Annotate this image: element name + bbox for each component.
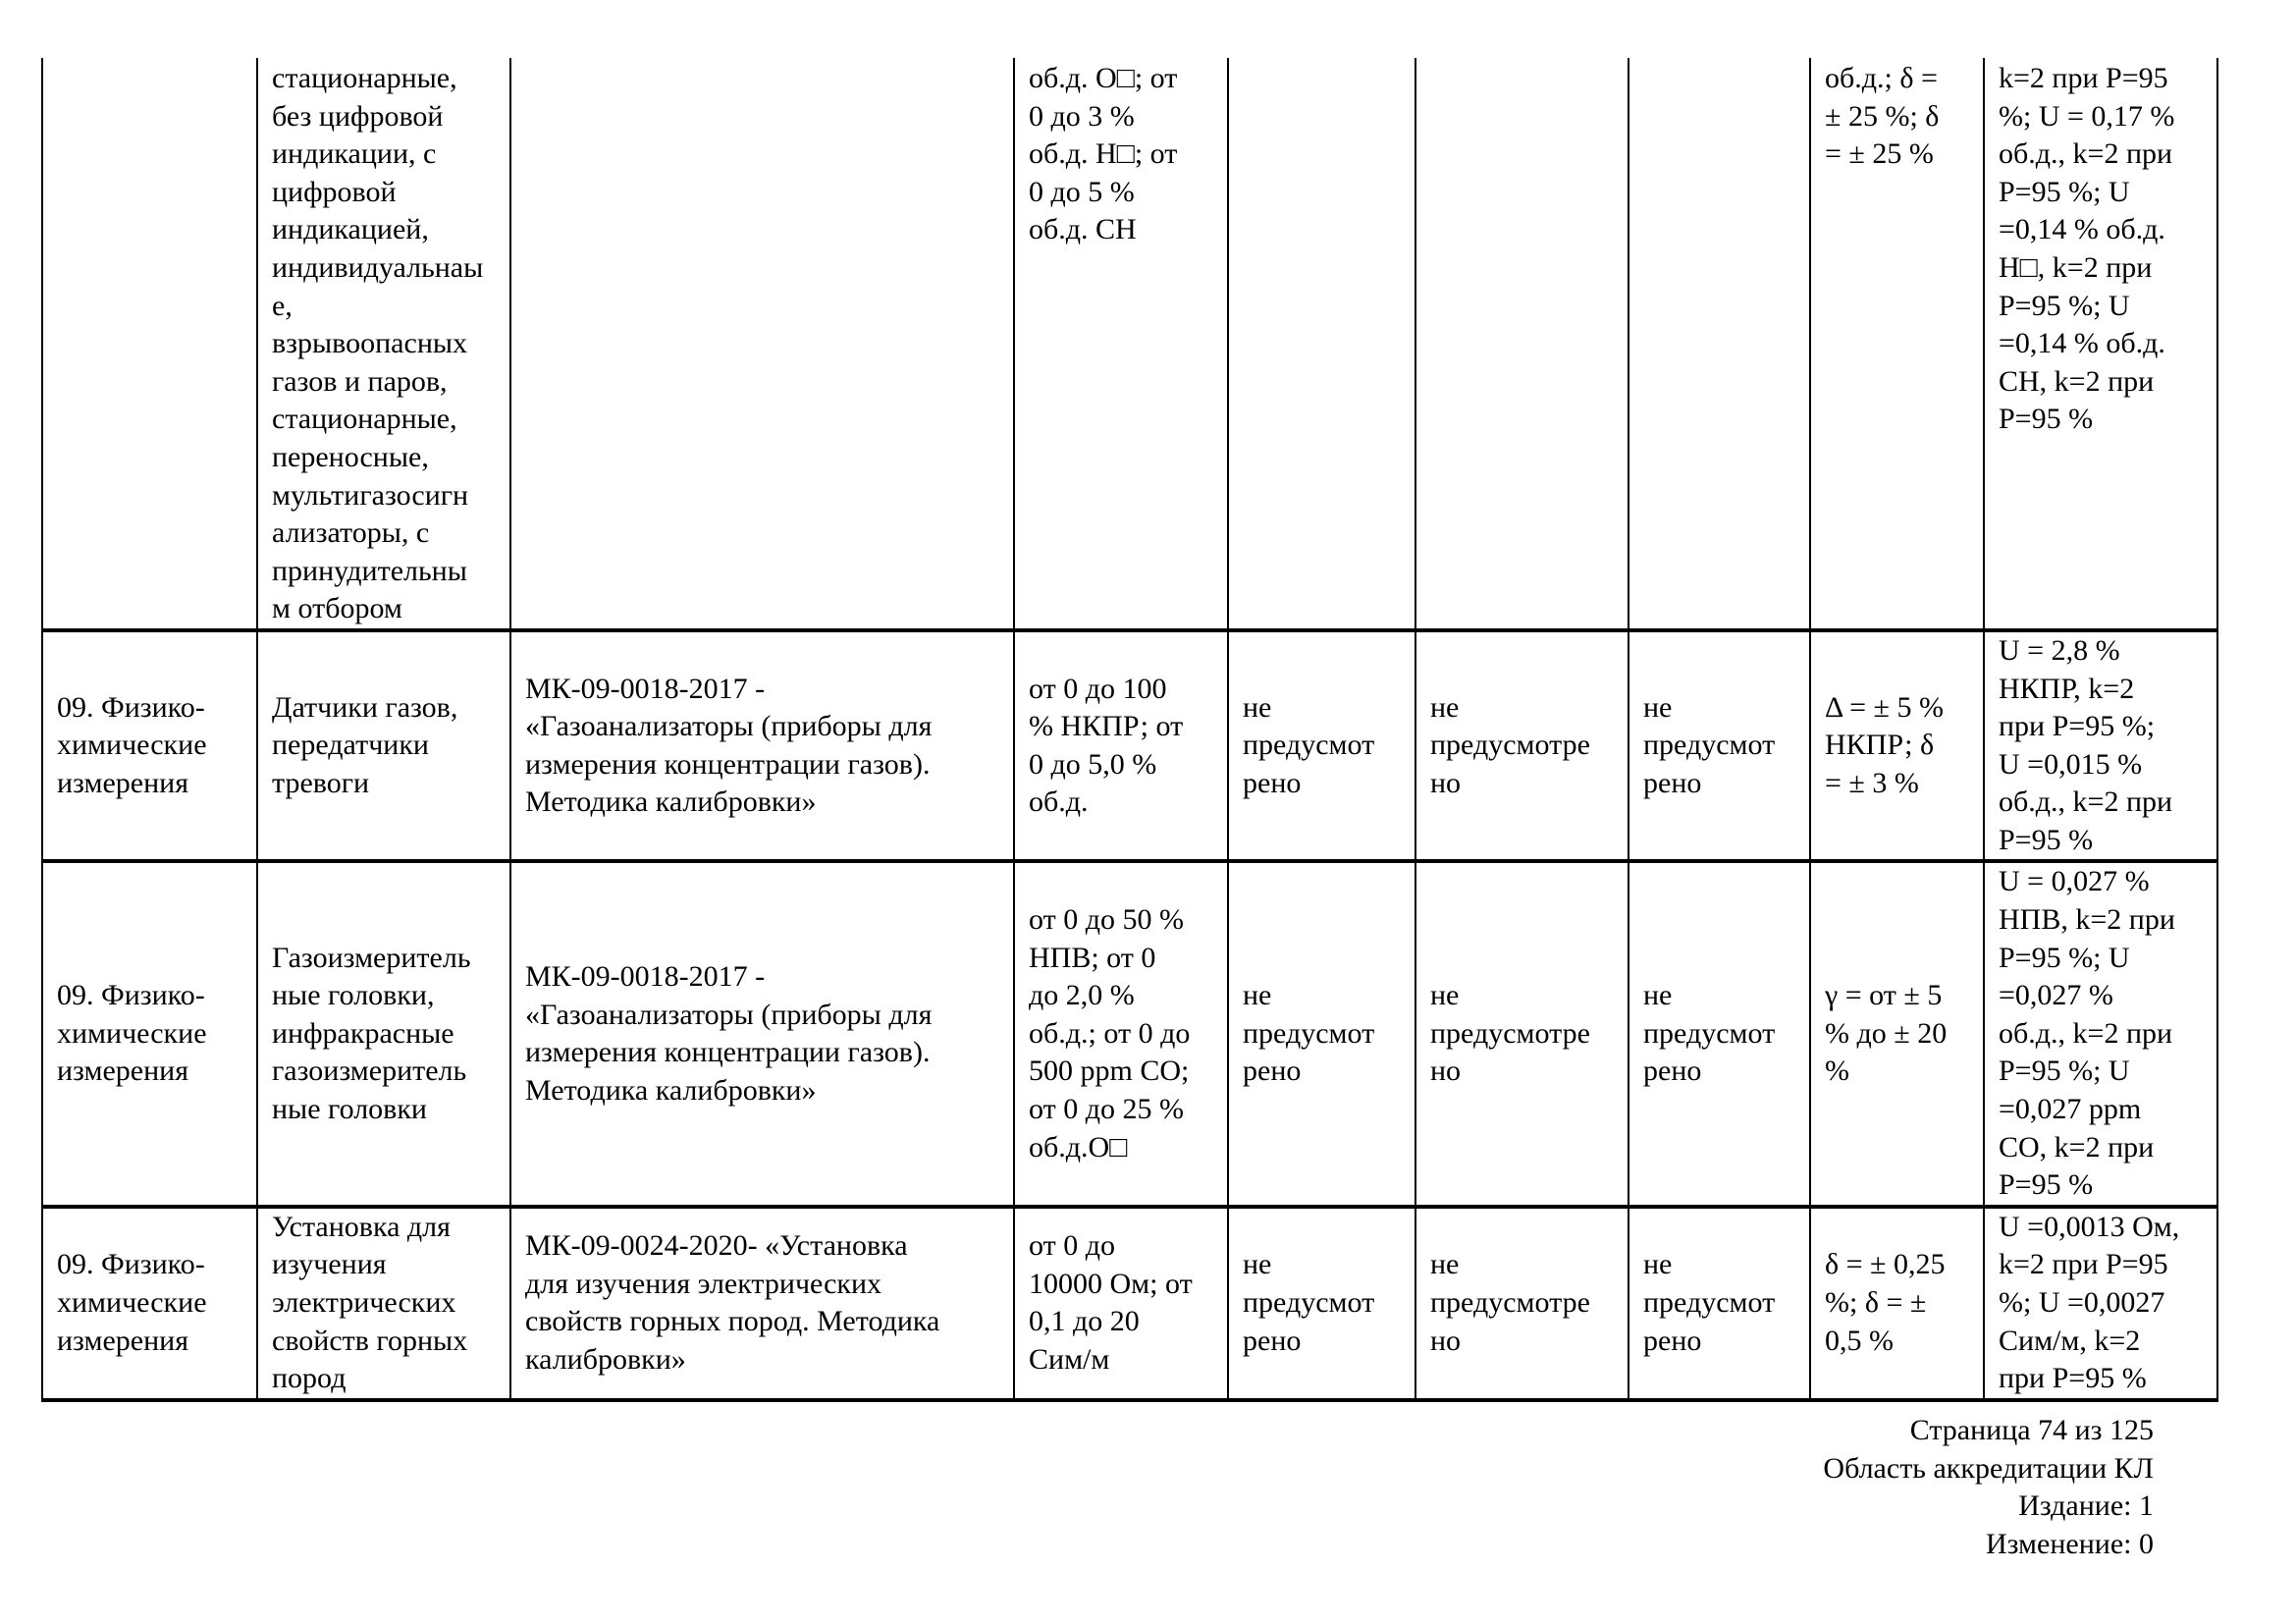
cell-method: МК-09-0018-2017 - «Газоанализаторы (приборы для измерения концентрации газов). Методика калибровки» xyxy=(510,630,1014,862)
cell-col5: не предусмот рено xyxy=(1228,861,1415,1206)
revision-label: Изменение: 0 xyxy=(1985,1527,2154,1560)
cell-range: от 0 до 10000 Ом; от 0,1 до 20 Сим/м xyxy=(1014,1207,1228,1400)
cell-method: МК-09-0018-2017 - «Газоанализаторы (приборы для измерения концентрации газов). Методика калибровки» xyxy=(510,861,1014,1206)
page-number: Страница 74 из 125 xyxy=(1909,1414,2154,1446)
cell-uncertainty: U =0,0013 Ом, k=2 при P=95 %; U =0,0027 Сим/м, k=2 при P=95 % xyxy=(1984,1207,2217,1400)
cell-accuracy: δ = ± 0,25 %; δ = ± 0,5 % xyxy=(1810,1207,1984,1400)
cell-accuracy: об.д.; δ = ± 25 %; δ = ± 25 % xyxy=(1810,58,1984,630)
cell-instrument: Установка для изучения электрических свойств горных пород xyxy=(257,1207,510,1400)
cell-col7: не предусмот рено xyxy=(1629,861,1810,1206)
cell-col6 xyxy=(1415,58,1629,630)
page-footer xyxy=(1823,1412,2154,1563)
table-row xyxy=(42,630,2217,862)
cell-col6: не предусмотре но xyxy=(1415,861,1629,1206)
cell-col6: не предусмотре но xyxy=(1415,630,1629,862)
cell-col5: не предусмот рено xyxy=(1228,630,1415,862)
table-row xyxy=(42,861,2217,1206)
cell-field: 09. Физико- химические измерения xyxy=(42,630,257,862)
cell-instrument: Датчики газов, передатчики тревоги xyxy=(257,630,510,862)
cell-uncertainty: U = 0,027 % НПВ, k=2 при P=95 %; U =0,027 % об.д., k=2 при P=95 %; U =0,027 ppm CO, k=2 при P=95 % xyxy=(1984,861,2217,1206)
table-row xyxy=(42,1207,2217,1400)
cell-range: об.д. O□; от 0 до 3 % об.д. H□; от 0 до 5 % об.д. CH xyxy=(1014,58,1228,630)
table-row xyxy=(42,58,2217,630)
cell-uncertainty: k=2 при P=95 %; U = 0,17 % об.д., k=2 при P=95 %; U =0,14 % об.д. H□, k=2 при P=95 %; U =0,14 % об.д. CH, k=2 при P=95 % xyxy=(1984,58,2217,630)
cell-col5: не предусмот рено xyxy=(1228,1207,1415,1400)
cell-col7: не предусмот рено xyxy=(1629,1207,1810,1400)
cell-col6: не предусмотре но xyxy=(1415,1207,1629,1400)
cell-field xyxy=(42,58,257,630)
cell-col5 xyxy=(1228,58,1415,630)
cell-method: МК-09-0024-2020- «Установка для изучения электрических свойств горных пород. Методика калибровки» xyxy=(510,1207,1014,1400)
cell-col7 xyxy=(1629,58,1810,630)
cell-range: от 0 до 50 % НПВ; от 0 до 2,0 % об.д.; от 0 до 500 ppm CO; от 0 до 25 % об.д.O□ xyxy=(1014,861,1228,1206)
cell-accuracy: Δ = ± 5 % НКПР; δ = ± 3 % xyxy=(1810,630,1984,862)
cell-accuracy: γ = от ± 5 % до ± 20 % xyxy=(1810,861,1984,1206)
cell-field: 09. Физико- химические измерения xyxy=(42,1207,257,1400)
cell-field: 09. Физико- химические измерения xyxy=(42,861,257,1206)
cell-method xyxy=(510,58,1014,630)
cell-col7: не предусмот рено xyxy=(1629,630,1810,862)
cell-instrument: Газоизмеритель ные головки, инфракрасные газоизмеритель ные головки xyxy=(257,861,510,1206)
cell-instrument: стационарные, без цифровой индикации, с цифровой индикацией, индивидуальнаы е, взрывоопасных газов и паров, стационарные, переносные, мультигазосигн ализаторы, с принудительны м отбором xyxy=(257,58,510,630)
accreditation-table xyxy=(41,58,2218,1402)
cell-uncertainty: U = 2,8 % НКПР, k=2 при P=95 %; U =0,015 % об.д., k=2 при P=95 % xyxy=(1984,630,2217,862)
cell-range: от 0 до 100 % НКПР; от 0 до 5,0 % об.д. xyxy=(1014,630,1228,862)
accreditation-scope-label: Область аккредитации КЛ xyxy=(1823,1451,2154,1485)
edition-label: Издание: 1 xyxy=(2018,1489,2154,1522)
